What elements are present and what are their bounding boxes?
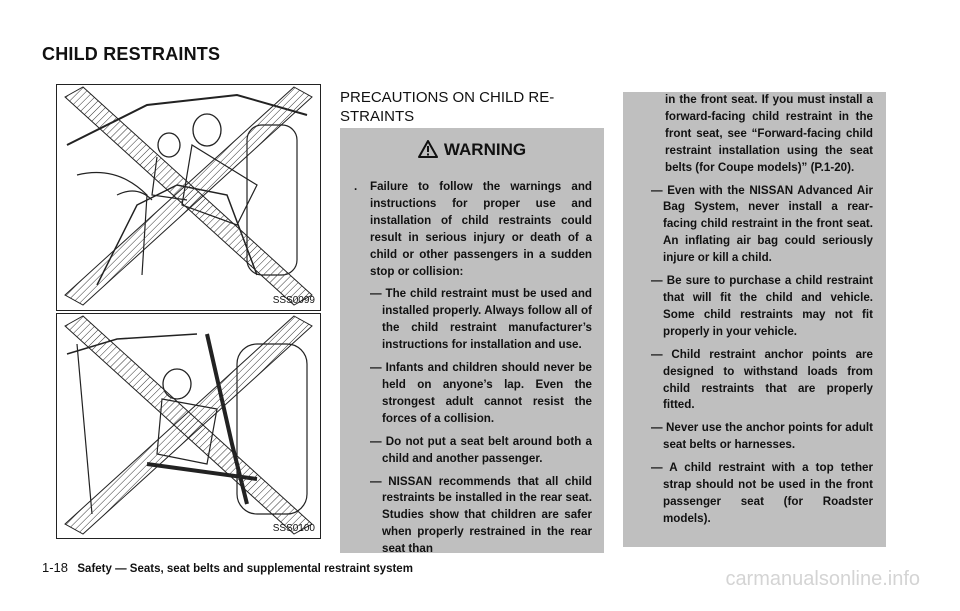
illustration-figure-2 bbox=[56, 313, 321, 539]
precautions-heading-line-1: PRECAUTIONS ON CHILD RE- bbox=[340, 89, 555, 106]
page-number: 1-18 bbox=[42, 560, 69, 575]
warning-item: — Child restraint anchor points are designed to withstand loads from child restraints that are properly fitted. bbox=[651, 347, 873, 412]
warning-panel-continued bbox=[623, 92, 886, 547]
warning-continued-text bbox=[637, 92, 873, 528]
footer-title: Safety — Seats, seat belts and supplemental restraint system bbox=[77, 563, 413, 575]
page-footer bbox=[42, 560, 413, 575]
child-on-lap-illustration bbox=[57, 85, 320, 310]
precautions-heading bbox=[340, 88, 580, 126]
precautions-heading-line-2: STRAINTS bbox=[340, 108, 415, 125]
warning-item: — The child restraint must be used and installed properly. Always follow all of the child restraint manufacturer’s instructions for installation and use. bbox=[370, 287, 592, 352]
warning-item: — Be sure to purchase a child restraint that will fit the child and vehicle. Some child restraints may not fit properly in your vehicle. bbox=[651, 274, 873, 338]
warning-item: — Infants and children should never be held on anyone’s lap. Even the strongest adult cannot resist the forces of a collision. bbox=[370, 361, 592, 425]
watermark: carmanualsonline.info bbox=[725, 568, 920, 590]
figure-label: SSS0100 bbox=[272, 523, 315, 534]
warning-title: WARNING bbox=[443, 140, 527, 159]
warning-header bbox=[340, 140, 604, 160]
warning-item: — Do not put a seat belt around both a child and another passenger. bbox=[370, 434, 592, 465]
illustration-figure-1 bbox=[56, 84, 321, 311]
bullet-text: Failure to follow the warnings and instructions for proper use and installation of child restraints could result in serious injury or death of a child or other passengers in a sudden stop or collision: bbox=[370, 180, 592, 278]
figure-label: SSS0099 bbox=[272, 295, 315, 306]
warning-triangle-icon bbox=[418, 140, 438, 158]
warning-bullet bbox=[354, 179, 592, 558]
warning-panel bbox=[340, 128, 604, 556]
bullet-symbol: . bbox=[354, 180, 358, 193]
warning-item: — NISSAN recommends that all child restraints be installed in the rear seat. Studies show that children are safer when properly restrained in the rear seat than bbox=[370, 474, 592, 556]
warning-item: — Even with the NISSAN Advanced Air Bag System, never install a rear-facing child restraint in the front seat. An inflating air bag could seriously injure or kill a child. bbox=[651, 183, 873, 265]
warning-item: — Never use the anchor points for adult seat belts or harnesses. bbox=[651, 421, 873, 452]
warning-item: — A child restraint with a top tether strap should not be used in the front passenger seat (for Roadster models). bbox=[651, 461, 873, 525]
warning-continuation: in the front seat. If you must install a forward-facing child restraint in the front seat, see “Forward-facing child restraint installation using the seat belts (for Coupe models)” (P.1-20). bbox=[665, 93, 873, 174]
shared-seat-belt-illustration bbox=[57, 314, 320, 538]
section-title: CHILD RESTRAINTS bbox=[42, 44, 221, 64]
